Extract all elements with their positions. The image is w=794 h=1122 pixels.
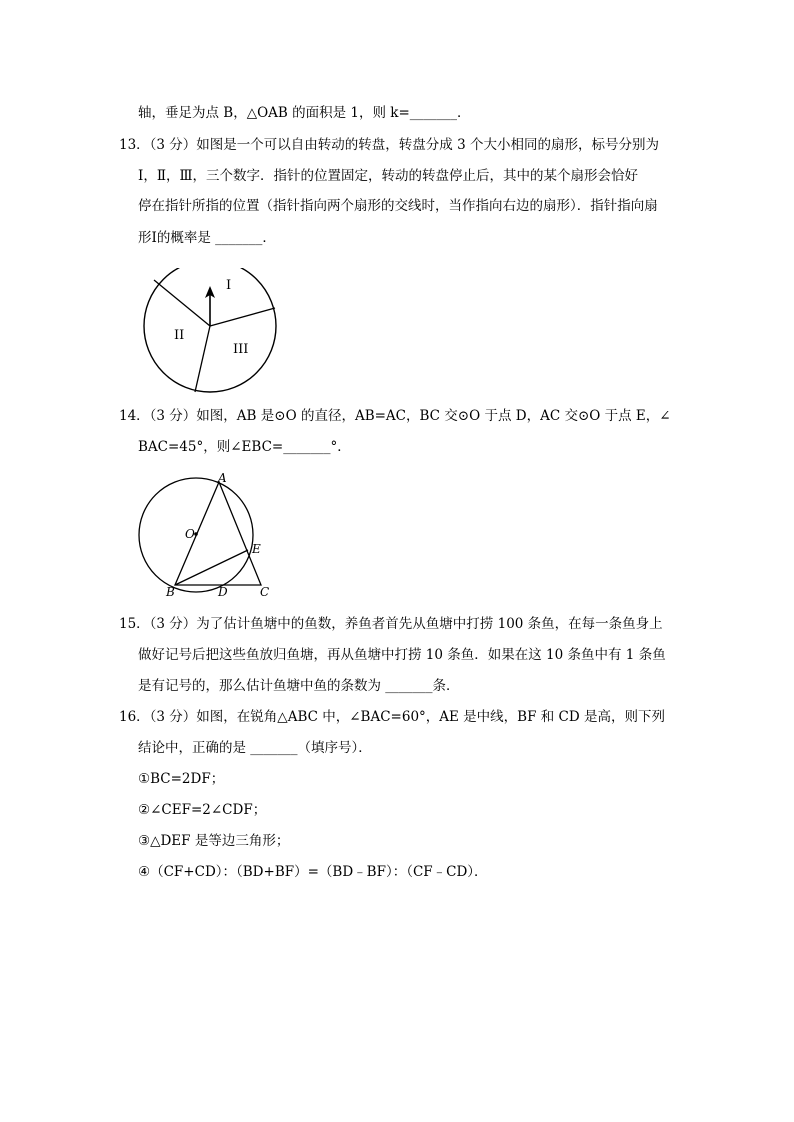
q16-option-3: ③△DEF 是等边三角形； (138, 833, 290, 849)
label-e: E (252, 542, 261, 556)
segment-be (175, 550, 248, 585)
sector-label-1: I (226, 278, 232, 293)
q15-text-line1: 15．（3 分）为了估计鱼塘中的鱼数，养鱼者首先从鱼塘中打捞 100 条鱼，在每一条鱼身上 (119, 616, 663, 632)
q16-option-1: ①BC=2DF； (138, 771, 225, 787)
spinner-divider-1 (154, 280, 210, 326)
q16-option-2: ②∠CEF=2∠CDF； (138, 802, 267, 818)
q13-text-line2: Ⅰ，Ⅱ，Ⅲ，三个数字．指针的位置固定，转动的转盘停止后，其中的某个扇形会恰好 (138, 168, 639, 184)
label-c: C (260, 585, 270, 598)
q15-text-line2: 做好记号后把这些鱼放归鱼塘，再从鱼塘中打捞 10 条鱼．如果在这 10 条鱼中有 1 条鱼 (138, 647, 666, 663)
q16-option-4: ④（CF+CD）：（BD+BF）=（BD﹣BF）：（CF﹣CD）． (138, 864, 488, 880)
label-o: O (185, 527, 195, 541)
sector-label-2: II (174, 328, 185, 343)
q14-text-line2: BAC=45°，则∠EBC=_______°． (138, 439, 351, 455)
q15-text-line3: 是有记号的，那么估计鱼塘中鱼的条数为 _______条． (138, 678, 460, 694)
q13-text-line3: 停在指针所指的位置（指针指向两个扇形的交线时，当作指向右边的扇形）．指针指向扇 (138, 198, 658, 214)
q16-text-line1: 16．（3 分）如图，在锐角△ABC 中，∠BAC=60°，AE 是中线，BF 和 CD 是高，则下列 (119, 709, 665, 725)
q16-text-line2: 结论中，正确的是 _______（填序号）． (138, 740, 372, 756)
q13-text-line4: 形Ⅰ的概率是 _______． (138, 230, 276, 246)
label-d: D (218, 585, 228, 598)
label-a: A (218, 471, 227, 485)
circle-triangle-figure (136, 470, 276, 598)
q13-text-line1: 13．（3 分）如图是一个可以自由转动的转盘，转盘分成 3 个大小相同的扇形，标号分别为 (119, 137, 659, 153)
sector-label-3: III (233, 342, 249, 357)
q14-text-line1: 14．（3 分）如图，AB 是⊙O 的直径，AB=AC，BC 交⊙O 于点 D，AC 交⊙O 于点 E，∠ (119, 408, 671, 424)
q12-continuation: 轴，垂足为点 B，△OAB 的面积是 1，则 k=_______． (138, 105, 471, 121)
spinner-divider-3 (195, 326, 210, 392)
spinner-figure (138, 268, 288, 400)
spinner-divider-2 (210, 308, 275, 326)
label-b: B (166, 585, 175, 598)
